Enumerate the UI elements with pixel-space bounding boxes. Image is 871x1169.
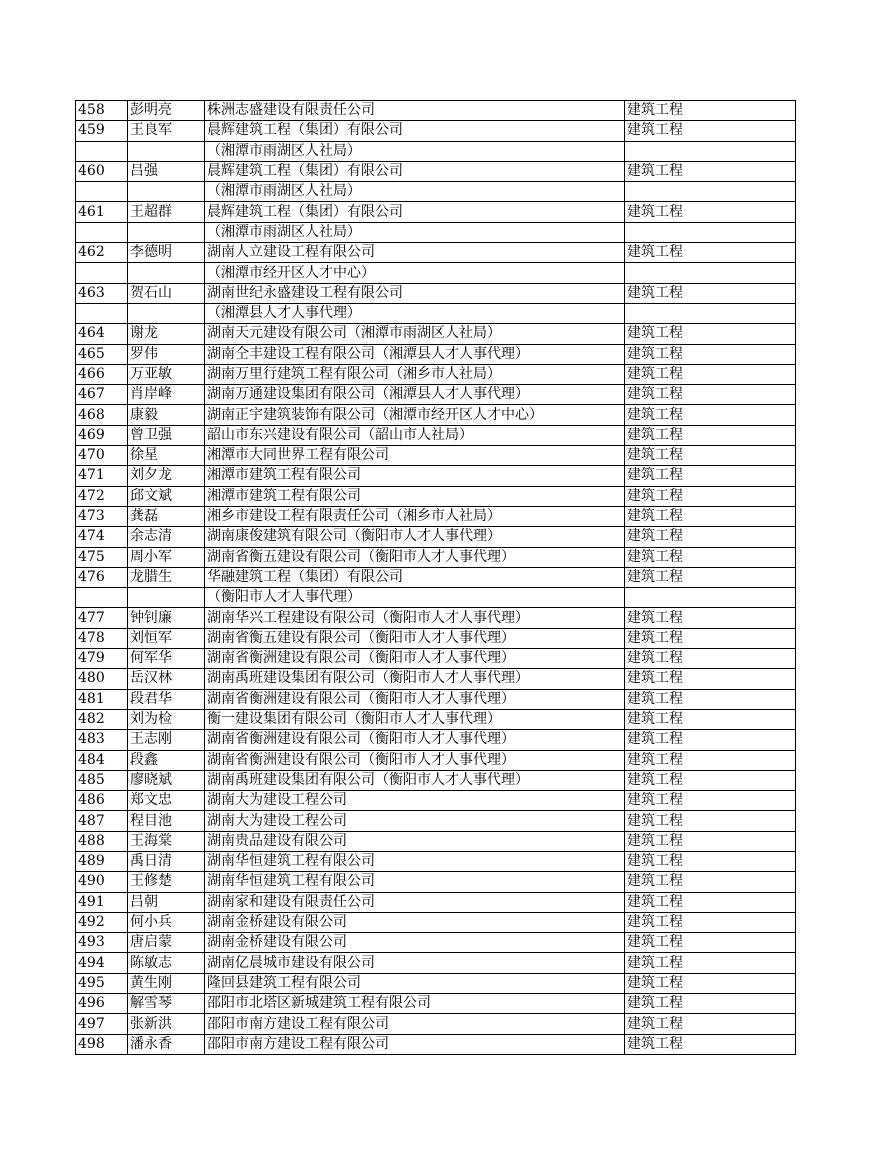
person-name-cell: 张新洪 bbox=[128, 1014, 205, 1034]
table-row bbox=[76, 872, 796, 892]
table-row bbox=[76, 263, 796, 283]
row-number-cell: 473 bbox=[76, 506, 128, 526]
company-cell: 湖南贵品建设有限公司 bbox=[205, 831, 625, 851]
person-name-cell bbox=[128, 263, 205, 283]
table-row bbox=[76, 689, 796, 709]
table-row bbox=[76, 628, 796, 648]
person-name-cell: 万亚敏 bbox=[128, 364, 205, 384]
specialty-cell: 建筑工程 bbox=[625, 486, 796, 506]
table-row bbox=[76, 202, 796, 222]
specialty-cell: 建筑工程 bbox=[625, 770, 796, 790]
company-cell: 邵阳市南方建设工程有限公司 bbox=[205, 1034, 625, 1054]
table-row bbox=[76, 283, 796, 303]
company-cell: 湘潭市大同世界工程有限公司 bbox=[205, 446, 625, 466]
row-number-cell: 465 bbox=[76, 344, 128, 364]
specialty-cell: 建筑工程 bbox=[625, 649, 796, 669]
specialty-cell: 建筑工程 bbox=[625, 831, 796, 851]
person-name-cell: 陈敏志 bbox=[128, 953, 205, 973]
specialty-cell: 建筑工程 bbox=[625, 364, 796, 384]
company-cell: 湖南人立建设工程有限公司 bbox=[205, 243, 625, 263]
company-cell: 湖南华恒建筑工程有限公司 bbox=[205, 851, 625, 871]
specialty-cell: 建筑工程 bbox=[625, 994, 796, 1014]
table-row bbox=[76, 547, 796, 567]
company-cell: 湖南家和建设有限责任公司 bbox=[205, 892, 625, 912]
table-row bbox=[76, 912, 796, 932]
table-row bbox=[76, 161, 796, 181]
table-row bbox=[76, 770, 796, 790]
row-number-cell bbox=[76, 588, 128, 608]
row-number-cell: 482 bbox=[76, 709, 128, 729]
roster-table bbox=[75, 100, 796, 1055]
person-name-cell: 邱文斌 bbox=[128, 486, 205, 506]
row-number-cell: 475 bbox=[76, 547, 128, 567]
table-row bbox=[76, 608, 796, 628]
company-cell: （湘潭市雨湖区人社局） bbox=[205, 222, 625, 242]
table-row bbox=[76, 466, 796, 486]
person-name-cell: 刘为检 bbox=[128, 709, 205, 729]
person-name-cell: 肖岸峰 bbox=[128, 385, 205, 405]
person-name-cell: 黄生刚 bbox=[128, 973, 205, 993]
row-number-cell: 498 bbox=[76, 1034, 128, 1054]
table-row bbox=[76, 121, 796, 141]
specialty-cell: 建筑工程 bbox=[625, 851, 796, 871]
person-name-cell: 龚磊 bbox=[128, 506, 205, 526]
row-number-cell: 490 bbox=[76, 872, 128, 892]
company-cell: 湖南华兴工程建设有限公司（衡阳市人才人事代理） bbox=[205, 608, 625, 628]
person-name-cell: 郑文忠 bbox=[128, 791, 205, 811]
specialty-cell: 建筑工程 bbox=[625, 953, 796, 973]
row-number-cell: 470 bbox=[76, 446, 128, 466]
person-name-cell: 王良军 bbox=[128, 121, 205, 141]
row-number-cell: 484 bbox=[76, 750, 128, 770]
row-number-cell: 459 bbox=[76, 121, 128, 141]
specialty-cell bbox=[625, 263, 796, 283]
row-number-cell: 468 bbox=[76, 405, 128, 425]
specialty-cell: 建筑工程 bbox=[625, 202, 796, 222]
table-row bbox=[76, 953, 796, 973]
table-row bbox=[76, 446, 796, 466]
company-cell: 湖南金桥建设有限公司 bbox=[205, 912, 625, 932]
specialty-cell: 建筑工程 bbox=[625, 669, 796, 689]
table-row bbox=[76, 101, 796, 121]
specialty-cell: 建筑工程 bbox=[625, 608, 796, 628]
row-number-cell: 489 bbox=[76, 851, 128, 871]
company-cell: 湘潭市建筑工程有限公司 bbox=[205, 466, 625, 486]
person-name-cell: 龙腊生 bbox=[128, 567, 205, 587]
row-number-cell: 462 bbox=[76, 243, 128, 263]
company-cell: 湖南康俊建筑有限公司（衡阳市人才人事代理） bbox=[205, 527, 625, 547]
row-number-cell: 480 bbox=[76, 669, 128, 689]
row-number-cell: 496 bbox=[76, 994, 128, 1014]
table-row bbox=[76, 709, 796, 729]
specialty-cell: 建筑工程 bbox=[625, 446, 796, 466]
person-name-cell: 李德明 bbox=[128, 243, 205, 263]
table-row bbox=[76, 851, 796, 871]
table-row bbox=[76, 506, 796, 526]
row-number-cell: 493 bbox=[76, 933, 128, 953]
specialty-cell: 建筑工程 bbox=[625, 547, 796, 567]
company-cell: 湖南亿晨城市建设有限公司 bbox=[205, 953, 625, 973]
company-cell: 湖南华恒建筑工程有限公司 bbox=[205, 872, 625, 892]
specialty-cell: 建筑工程 bbox=[625, 324, 796, 344]
company-cell: 湘乡市建设工程有限责任公司（湘乡市人社局） bbox=[205, 506, 625, 526]
specialty-cell: 建筑工程 bbox=[625, 385, 796, 405]
specialty-cell: 建筑工程 bbox=[625, 628, 796, 648]
row-number-cell: 460 bbox=[76, 161, 128, 181]
table-row bbox=[76, 1034, 796, 1054]
specialty-cell: 建筑工程 bbox=[625, 425, 796, 445]
company-cell: 湖南正宇建筑装饰有限公司（湘潭市经开区人才中心） bbox=[205, 405, 625, 425]
company-cell: 湖南天元建设有限公司（湘潭市雨湖区人社局） bbox=[205, 324, 625, 344]
table-row bbox=[76, 669, 796, 689]
row-number-cell: 494 bbox=[76, 953, 128, 973]
row-number-cell: 478 bbox=[76, 628, 128, 648]
company-cell: 衡一建设集团有限公司（衡阳市人才人事代理） bbox=[205, 709, 625, 729]
company-cell: 湖南省衡洲建设有限公司（衡阳市人才人事代理） bbox=[205, 750, 625, 770]
row-number-cell: 467 bbox=[76, 385, 128, 405]
company-cell: 湖南省衡五建设有限公司（衡阳市人才人事代理） bbox=[205, 628, 625, 648]
company-cell: 湖南省衡五建设有限公司（衡阳市人才人事代理） bbox=[205, 547, 625, 567]
company-cell: 湖南大为建设工程公司 bbox=[205, 791, 625, 811]
person-name-cell: 廖晓斌 bbox=[128, 770, 205, 790]
company-cell: 湖南省衡洲建设有限公司（衡阳市人才人事代理） bbox=[205, 689, 625, 709]
specialty-cell: 建筑工程 bbox=[625, 243, 796, 263]
company-cell: （湘潭县人才人事代理） bbox=[205, 303, 625, 323]
company-cell: 华融建筑工程（集团）有限公司 bbox=[205, 567, 625, 587]
company-cell: 韶山市东兴建设有限公司（韶山市人社局） bbox=[205, 425, 625, 445]
row-number-cell: 461 bbox=[76, 202, 128, 222]
specialty-cell: 建筑工程 bbox=[625, 872, 796, 892]
specialty-cell: 建筑工程 bbox=[625, 973, 796, 993]
table-row bbox=[76, 831, 796, 851]
table-row bbox=[76, 486, 796, 506]
specialty-cell: 建筑工程 bbox=[625, 121, 796, 141]
table-row bbox=[76, 811, 796, 831]
table-row bbox=[76, 222, 796, 242]
specialty-cell: 建筑工程 bbox=[625, 344, 796, 364]
company-cell: 湖南万里行建筑工程有限公司（湘乡市人社局） bbox=[205, 364, 625, 384]
person-name-cell: 唐启蒙 bbox=[128, 933, 205, 953]
row-number-cell bbox=[76, 263, 128, 283]
company-cell: 晨辉建筑工程（集团）有限公司 bbox=[205, 161, 625, 181]
person-name-cell: 王海棠 bbox=[128, 831, 205, 851]
specialty-cell: 建筑工程 bbox=[625, 1034, 796, 1054]
specialty-cell: 建筑工程 bbox=[625, 892, 796, 912]
specialty-cell: 建筑工程 bbox=[625, 161, 796, 181]
table-row bbox=[76, 364, 796, 384]
row-number-cell: 491 bbox=[76, 892, 128, 912]
person-name-cell: 段鑫 bbox=[128, 750, 205, 770]
specialty-cell: 建筑工程 bbox=[625, 811, 796, 831]
person-name-cell: 王志刚 bbox=[128, 730, 205, 750]
company-cell: 湖南仝丰建设工程有限公司（湘潭县人才人事代理） bbox=[205, 344, 625, 364]
specialty-cell: 建筑工程 bbox=[625, 689, 796, 709]
company-cell: 晨辉建筑工程（集团）有限公司 bbox=[205, 202, 625, 222]
row-number-cell: 486 bbox=[76, 791, 128, 811]
table-row bbox=[76, 344, 796, 364]
company-cell: 晨辉建筑工程（集团）有限公司 bbox=[205, 121, 625, 141]
company-cell: 湖南禹班建设集团有限公司（衡阳市人才人事代理） bbox=[205, 770, 625, 790]
specialty-cell: 建筑工程 bbox=[625, 730, 796, 750]
company-cell: 湘潭市建筑工程有限公司 bbox=[205, 486, 625, 506]
table-row bbox=[76, 730, 796, 750]
company-cell: （湘潭市雨湖区人社局） bbox=[205, 141, 625, 161]
table-row bbox=[76, 243, 796, 263]
company-cell: 湖南万通建设集团有限公司（湘潭县人才人事代理） bbox=[205, 385, 625, 405]
specialty-cell bbox=[625, 141, 796, 161]
table-row bbox=[76, 527, 796, 547]
company-cell: （衡阳市人才人事代理） bbox=[205, 588, 625, 608]
row-number-cell bbox=[76, 303, 128, 323]
person-name-cell: 徐星 bbox=[128, 446, 205, 466]
table-row bbox=[76, 324, 796, 344]
person-name-cell bbox=[128, 222, 205, 242]
row-number-cell: 476 bbox=[76, 567, 128, 587]
row-number-cell: 458 bbox=[76, 101, 128, 121]
table-row bbox=[76, 791, 796, 811]
specialty-cell: 建筑工程 bbox=[625, 527, 796, 547]
person-name-cell: 彭明亮 bbox=[128, 101, 205, 121]
specialty-cell: 建筑工程 bbox=[625, 466, 796, 486]
person-name-cell: 谢龙 bbox=[128, 324, 205, 344]
specialty-cell: 建筑工程 bbox=[625, 1014, 796, 1034]
person-name-cell bbox=[128, 588, 205, 608]
specialty-cell: 建筑工程 bbox=[625, 791, 796, 811]
table-row bbox=[76, 994, 796, 1014]
table-row bbox=[76, 973, 796, 993]
company-cell: 湖南大为建设工程公司 bbox=[205, 811, 625, 831]
specialty-cell bbox=[625, 222, 796, 242]
company-cell: 湖南金桥建设有限公司 bbox=[205, 933, 625, 953]
row-number-cell: 497 bbox=[76, 1014, 128, 1034]
person-name-cell: 段君华 bbox=[128, 689, 205, 709]
row-number-cell: 469 bbox=[76, 425, 128, 445]
specialty-cell: 建筑工程 bbox=[625, 933, 796, 953]
person-name-cell: 王修楚 bbox=[128, 872, 205, 892]
person-name-cell: 罗伟 bbox=[128, 344, 205, 364]
row-number-cell: 481 bbox=[76, 689, 128, 709]
row-number-cell bbox=[76, 222, 128, 242]
row-number-cell: 474 bbox=[76, 527, 128, 547]
row-number-cell: 495 bbox=[76, 973, 128, 993]
table-row bbox=[76, 750, 796, 770]
specialty-cell bbox=[625, 182, 796, 202]
company-cell: （湘潭市雨湖区人社局） bbox=[205, 182, 625, 202]
person-name-cell: 刘夕龙 bbox=[128, 466, 205, 486]
table-row bbox=[76, 933, 796, 953]
row-number-cell: 492 bbox=[76, 912, 128, 932]
table-row bbox=[76, 649, 796, 669]
row-number-cell: 487 bbox=[76, 811, 128, 831]
person-name-cell: 贺石山 bbox=[128, 283, 205, 303]
person-name-cell: 解雪琴 bbox=[128, 994, 205, 1014]
person-name-cell: 曾卫强 bbox=[128, 425, 205, 445]
row-number-cell: 463 bbox=[76, 283, 128, 303]
row-number-cell: 488 bbox=[76, 831, 128, 851]
specialty-cell: 建筑工程 bbox=[625, 709, 796, 729]
specialty-cell bbox=[625, 588, 796, 608]
person-name-cell: 钟钊廉 bbox=[128, 608, 205, 628]
row-number-cell: 464 bbox=[76, 324, 128, 344]
table-row bbox=[76, 385, 796, 405]
person-name-cell: 刘恒军 bbox=[128, 628, 205, 648]
row-number-cell: 485 bbox=[76, 770, 128, 790]
company-cell: 湖南省衡洲建设有限公司（衡阳市人才人事代理） bbox=[205, 730, 625, 750]
specialty-cell bbox=[625, 303, 796, 323]
table-row bbox=[76, 425, 796, 445]
person-name-cell: 程目池 bbox=[128, 811, 205, 831]
company-cell: 湖南世纪永盛建设工程有限公司 bbox=[205, 283, 625, 303]
specialty-cell: 建筑工程 bbox=[625, 101, 796, 121]
person-name-cell: 禹日清 bbox=[128, 851, 205, 871]
table-row bbox=[76, 303, 796, 323]
table-row bbox=[76, 588, 796, 608]
row-number-cell: 477 bbox=[76, 608, 128, 628]
person-name-cell: 吕强 bbox=[128, 161, 205, 181]
person-name-cell bbox=[128, 303, 205, 323]
company-cell: 邵阳市南方建设工程有限公司 bbox=[205, 1014, 625, 1034]
person-name-cell bbox=[128, 182, 205, 202]
row-number-cell: 483 bbox=[76, 730, 128, 750]
specialty-cell: 建筑工程 bbox=[625, 912, 796, 932]
table-row bbox=[76, 405, 796, 425]
company-cell: 株洲志盛建设有限责任公司 bbox=[205, 101, 625, 121]
table-row bbox=[76, 567, 796, 587]
company-cell: 邵阳市北塔区新城建筑工程有限公司 bbox=[205, 994, 625, 1014]
company-cell: 湖南禹班建设集团有限公司（衡阳市人才人事代理） bbox=[205, 669, 625, 689]
table-row bbox=[76, 1014, 796, 1034]
person-name-cell bbox=[128, 141, 205, 161]
company-cell: （湘潭市经开区人才中心） bbox=[205, 263, 625, 283]
company-cell: 湖南省衡洲建设有限公司（衡阳市人才人事代理） bbox=[205, 649, 625, 669]
row-number-cell bbox=[76, 182, 128, 202]
specialty-cell: 建筑工程 bbox=[625, 567, 796, 587]
specialty-cell: 建筑工程 bbox=[625, 283, 796, 303]
specialty-cell: 建筑工程 bbox=[625, 506, 796, 526]
person-name-cell: 潘永香 bbox=[128, 1034, 205, 1054]
person-name-cell: 何小兵 bbox=[128, 912, 205, 932]
row-number-cell: 466 bbox=[76, 364, 128, 384]
roster-table-body bbox=[76, 101, 796, 1055]
person-name-cell: 康毅 bbox=[128, 405, 205, 425]
person-name-cell: 吕朝 bbox=[128, 892, 205, 912]
person-name-cell: 何军华 bbox=[128, 649, 205, 669]
specialty-cell: 建筑工程 bbox=[625, 750, 796, 770]
row-number-cell: 479 bbox=[76, 649, 128, 669]
table-row bbox=[76, 141, 796, 161]
row-number-cell: 472 bbox=[76, 486, 128, 506]
specialty-cell: 建筑工程 bbox=[625, 405, 796, 425]
person-name-cell: 周小军 bbox=[128, 547, 205, 567]
company-cell: 隆回县建筑工程有限公司 bbox=[205, 973, 625, 993]
row-number-cell: 471 bbox=[76, 466, 128, 486]
table-row bbox=[76, 182, 796, 202]
row-number-cell bbox=[76, 141, 128, 161]
person-name-cell: 王超群 bbox=[128, 202, 205, 222]
person-name-cell: 岳汉林 bbox=[128, 669, 205, 689]
person-name-cell: 余志清 bbox=[128, 527, 205, 547]
table-row bbox=[76, 892, 796, 912]
